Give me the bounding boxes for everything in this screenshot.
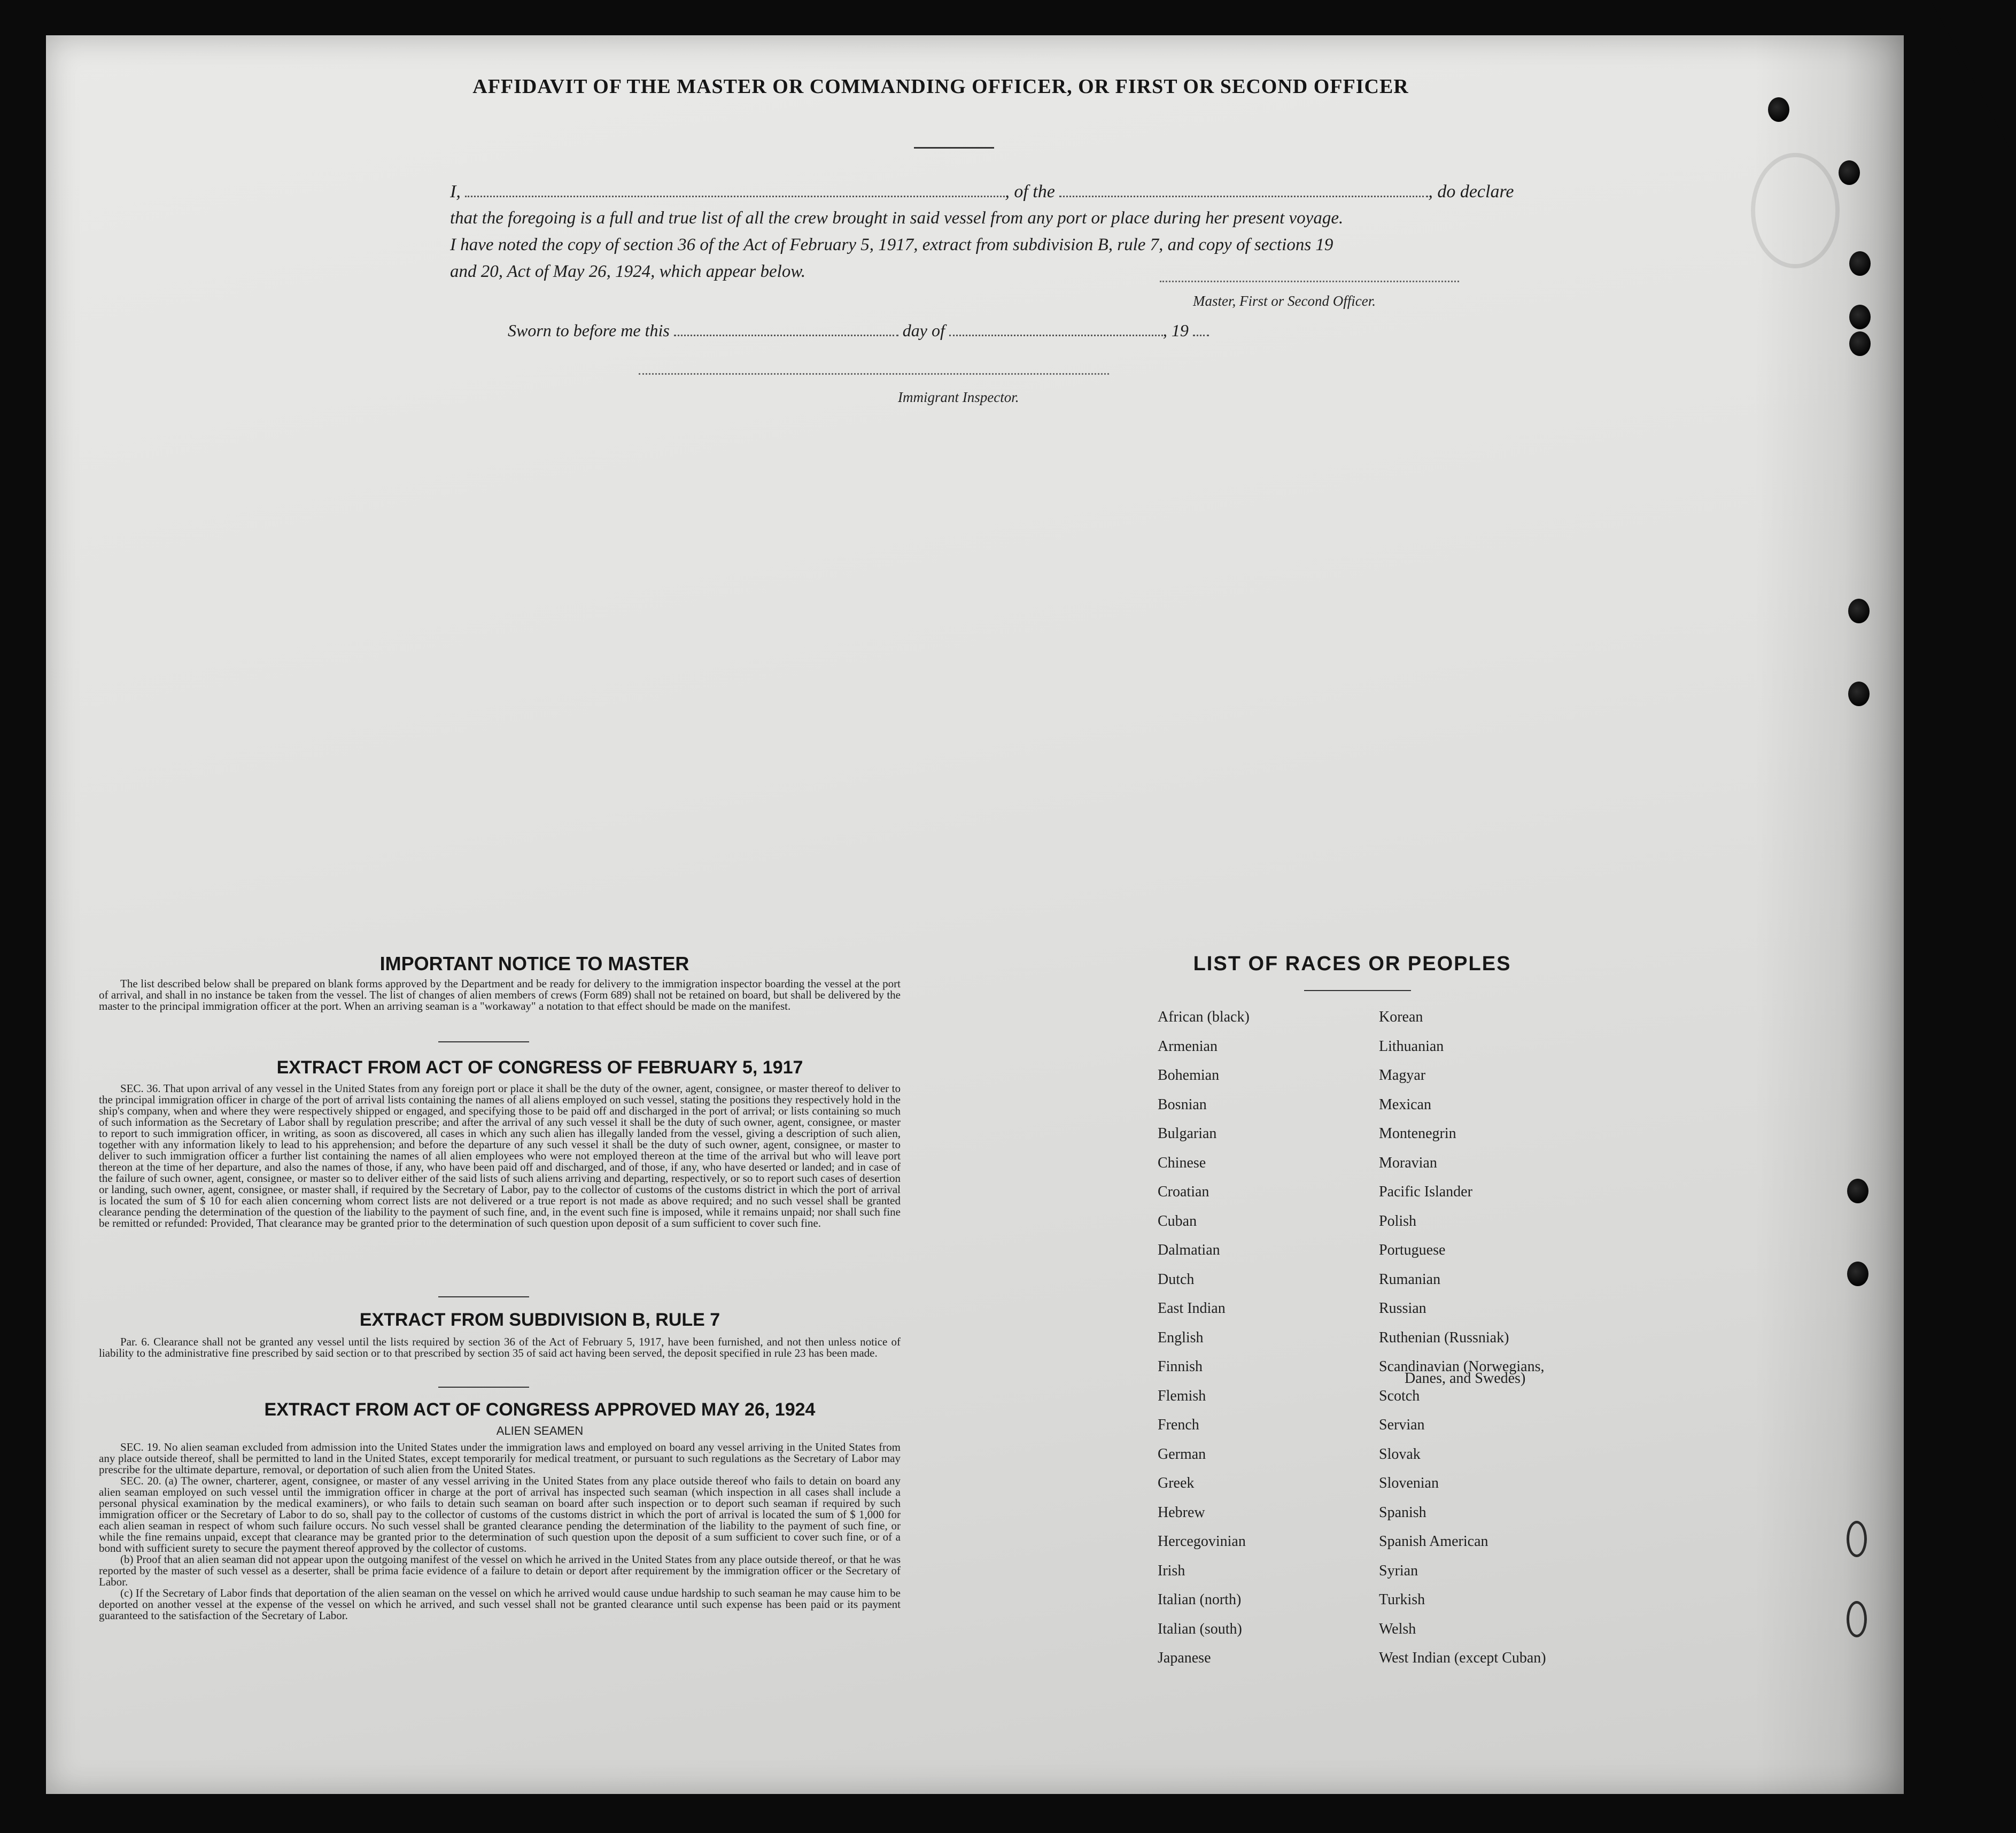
sworn-day-field[interactable] — [674, 323, 898, 336]
declaration-line-3: I have noted the copy of section 36 of the Act of February 5, 1917, extract from subdivision B, rule 7, and copy of sections 19 — [450, 235, 1333, 254]
race-item: Mexican — [1379, 1096, 1431, 1113]
races-title-rule — [1304, 990, 1411, 991]
faint-row-numbers — [1885, 474, 1901, 1382]
race-item: Rumanian — [1379, 1271, 1441, 1288]
race-item: Welsh — [1379, 1620, 1416, 1637]
year-prefix: , 19 — [1162, 321, 1189, 340]
race-item: Hercegovinian — [1158, 1533, 1246, 1550]
declaration-block — [450, 182, 1514, 281]
punch-hole — [1849, 331, 1871, 356]
declaration-line-2: that the foregoing is a full and true list of all the crew brought in said vessel from any port or place during her present voyage. — [450, 208, 1344, 228]
race-item: Servian — [1379, 1417, 1425, 1433]
punch-hole — [1849, 251, 1871, 276]
race-item: Italian (north) — [1158, 1591, 1242, 1608]
title-rule — [914, 147, 994, 149]
race-item: Greek — [1158, 1475, 1195, 1491]
punch-hole-outline — [1847, 1521, 1867, 1557]
race-item: Bohemian — [1158, 1067, 1220, 1084]
master-signature-line[interactable] — [1160, 281, 1459, 282]
race-item: Cuban — [1158, 1212, 1197, 1229]
extract-rule7-body — [99, 1336, 901, 1359]
race-item: Korean — [1379, 1009, 1423, 1025]
punch-hole-outline — [1847, 1601, 1867, 1637]
faint-stamp-seal — [1751, 153, 1840, 268]
master-caption: Master, First or Second Officer. — [1193, 293, 1376, 309]
paragraph-6: Par. 6. Clearance shall not be granted any vessel until the lists required by section 36 of the Act of February 5, 1917, have been furnished, and not then unless notice of liability to the administrative fine prescribed by said section or to that prescribed by section 35 of said act having been served, the deposit specified in rule 23 has been made. — [99, 1335, 901, 1359]
alien-seamen-subtitle: ALIEN SEAMEN — [496, 1424, 584, 1437]
declaration-line-4: and 20, Act of May 26, 1924, which appear below. — [450, 262, 806, 281]
race-item: Spanish American — [1379, 1533, 1488, 1550]
declare-suffix: , do declare — [1428, 182, 1514, 202]
declarant-prefix: I, — [450, 182, 461, 202]
inspector-caption: Immigrant Inspector. — [898, 389, 1019, 405]
race-item: English — [1158, 1329, 1204, 1346]
races-left-column — [1158, 1008, 1250, 1679]
punch-hole — [1849, 305, 1871, 329]
punch-hole — [1847, 1179, 1868, 1203]
notice-title: IMPORTANT NOTICE TO MASTER — [379, 953, 689, 974]
sworn-prefix: Sworn to before me this — [508, 321, 670, 340]
race-item: Syrian — [1379, 1562, 1418, 1579]
race-item: Dalmatian — [1158, 1242, 1220, 1258]
section-20a-paragraph: SEC. 20. (a) The owner, charterer, agent, consignee, or master of any vessel arriving in the United States from any place outside thereof who fails to detain on board any alien seaman employed on such vessel until the immigration officer in charge at the port of arrival has inspected such seaman (which inspection in all cases shall include a personal physical examination by the medical examiners), or who fails to detain such seaman on board after such inspection or to deport such seaman if required by such immigration officer or the Secretary of Labor to do so, shall pay to the collector of customs of the customs district in which the port of arrival is located the sum of $ 1,000 for each alien seaman in respect of whom such failure occurs. No such vessel shall be granted clearance pending the determination of the liability to the payment of such fine, or while the fine remains unpaid, except that clearance may be granted prior to the determination of such question upon the deposit of a sum sufficient to cover such fine, or of a bond with sufficient surety to secure the payment thereof approved by the collector of customs. — [99, 1474, 901, 1554]
race-item: French — [1158, 1417, 1199, 1433]
races-right-column — [1379, 1008, 1546, 1679]
race-item: Slovak — [1379, 1445, 1421, 1463]
race-item: Russian — [1379, 1300, 1426, 1317]
race-item: Scotch — [1379, 1387, 1420, 1404]
day-of-label: day of — [902, 321, 945, 340]
race-item: Dutch — [1158, 1271, 1195, 1288]
declarant-name-field[interactable] — [465, 184, 1005, 197]
race-item-line: Scandinavian (Norwegians, — [1379, 1358, 1545, 1375]
race-item: Spanish — [1379, 1504, 1426, 1521]
race-item: Magyar — [1379, 1067, 1426, 1084]
punch-hole — [1847, 1262, 1868, 1286]
race-item: Ruthenian (Russniak) — [1379, 1329, 1509, 1346]
race-item: Turkish — [1379, 1591, 1425, 1608]
punch-hole — [1848, 682, 1870, 706]
race-item: Finnish — [1158, 1358, 1203, 1375]
vessel-name-field[interactable] — [1059, 184, 1428, 197]
race-item: West Indian (except Cuban) — [1379, 1650, 1546, 1666]
race-item: Croatian — [1158, 1184, 1209, 1200]
section-20c-paragraph: (c) If the Secretary of Labor finds that deportation of the alien seaman on the vessel on which he arrived would cause undue hardship to such seaman he may cause him to be deported on another vessel at the expense of the vessel on which he arrived, and such vessel shall not be granted clearance until such expense has been paid or its payment guaranteed to the satisfaction of the Secretary of Labor. — [99, 1587, 901, 1622]
section-19-paragraph: SEC. 19. No alien seaman excluded from admission into the United States under the immigration laws and employed on board any vessel arriving in the United States from any place outside thereof, shall be permitted to land in the United States, except temporarily for medical treatment, or pursuant to such regulations as the Secretary of Labor may prescribe for the ultimate departure, removal, or deportation of such alien from the United States. — [99, 1441, 901, 1476]
race-item: Montenegrin — [1379, 1125, 1456, 1142]
extract-1917-title: EXTRACT FROM ACT OF CONGRESS OF FEBRUARY 5, 1917 — [276, 1057, 803, 1078]
section-rule — [438, 1296, 529, 1297]
extract-1917-body — [99, 1083, 901, 1229]
page-shadow — [1754, 35, 1904, 1794]
race-item: Japanese — [1158, 1650, 1211, 1666]
sworn-year-field[interactable] — [1193, 323, 1209, 336]
race-item: Irish — [1158, 1562, 1185, 1579]
race-item: Bosnian — [1158, 1096, 1207, 1113]
race-item: Bulgarian — [1158, 1125, 1217, 1142]
section-36-paragraph: SEC. 36. That upon arrival of any vessel in the United States from any foreign port or place it shall be the duty of the owner, agent, consignee, or master thereof to deliver to the principal immigration officer in charge of the port of arrival lists containing the names of all aliens employed on such vessel, stating the positions they respectively hold in the ship's company, when and where they were respectively shipped or engaged, and specifying those to be paid off and discharged in the port of arrival; or lists containing so much of such information as the Secretary of Labor shall by regulation prescribe; and after the arrival of any such vessel it shall be the duty of such owner, agent, consignee, or master to report to such immigration officer, in writing, as soon as discovered, all cases in which any such alien has illegally landed from the vessel, giving a description of such alien, together with any information likely to lead to his apprehension; and before the departure of any such vessel it shall be the duty of such owner, agent, consignee, or master to deliver to such immigration officer a further list containing the names of all alien employees who were not employed thereon at the time of the arrival but who will leave port thereon at the time of her departure, and also the names of those, if any, who have been paid off and discharged, and of those, if any, who have deserted or landed; and in case of the failure of such owner, agent, consignee, or master so to deliver either of the said lists of such aliens arriving and departing, respectively, or so to report such cases of desertion or landing, such owner, agent, consignee, or master shall, if required by the Secretary of Labor, pay to the collector of customs of the customs district in which the port of arrival is located the sum of $ 10 for each alien concerning whom correct lists are not delivered or a true report is not made as above required; and no such vessel shall be granted clearance pending the determination of the question of the liability to the payment of such fine, and, in the event such fine is imposed, while it remains unpaid; nor shall such fine be remitted or refunded: Provided, That clearance may be granted prior to the determination of such question upon deposit of a sum sufficient to cover such fine. — [99, 1082, 901, 1229]
sworn-line — [508, 321, 1309, 341]
section-rule — [438, 1041, 529, 1042]
race-item: Lithuanian — [1379, 1038, 1444, 1055]
race-item: Flemish — [1158, 1387, 1206, 1404]
sworn-month-field[interactable] — [949, 323, 1163, 336]
race-item: German — [1158, 1445, 1206, 1463]
race-item: African (black) — [1158, 1009, 1250, 1025]
race-item — [1379, 1358, 1546, 1387]
notice-paragraph: The list described below shall be prepared on blank forms approved by the Department and be ready for delivery to the immigration inspector boarding the vessel at the port of arrival, and shall in no instance be taken from the vessel. The list of changes of alien members of crews (Form 689) shall not be retained on board, but shall be delivered by the master to the principal immigration officer at the port. When an arriving seaman is a "workaway" a notation to that effect should be made on the manifest. — [99, 977, 901, 1012]
race-item-continuation: Danes, and Swedes) — [1405, 1370, 1526, 1387]
extract-rule7-title: EXTRACT FROM SUBDIVISION B, RULE 7 — [359, 1310, 720, 1330]
punch-hole — [1839, 160, 1860, 185]
torn-corner — [1930, 0, 2016, 160]
race-item: Moravian — [1379, 1154, 1437, 1171]
race-item: Polish — [1379, 1212, 1417, 1229]
extract-1924-body — [99, 1442, 901, 1621]
races-title: LIST OF RACES OR PEOPLES — [1193, 953, 1511, 975]
declaration-line-1 — [450, 182, 1514, 202]
race-item: Hebrew — [1158, 1504, 1205, 1521]
vessel-prefix: , of the — [1005, 182, 1055, 202]
inspector-signature-line[interactable] — [639, 373, 1109, 375]
race-item: Slovenian — [1379, 1475, 1439, 1491]
affidavit-title: AFFIDAVIT OF THE MASTER OR COMMANDING OFFICER, OR FIRST OR SECOND OFFICER — [472, 75, 1409, 98]
race-item: Armenian — [1158, 1038, 1218, 1055]
race-item: Italian (south) — [1158, 1620, 1242, 1637]
section-20b-paragraph: (b) Proof that an alien seaman did not appear upon the outgoing manifest of the vessel on which he arrived in the United States from any place outside thereof, or that he was reported by the master of such vessel as a deserter, shall be prima facie evidence of a failure to detain or deport after requirement by the immigration officer or the Secretary of Labor. — [99, 1553, 901, 1588]
race-item: Portuguese — [1379, 1242, 1446, 1258]
punch-hole — [1848, 599, 1870, 623]
notice-body — [99, 978, 901, 1012]
race-item: Pacific Islander — [1379, 1184, 1472, 1200]
race-item: Chinese — [1158, 1154, 1206, 1171]
punch-hole — [1768, 97, 1789, 122]
extract-1924-title: EXTRACT FROM ACT OF CONGRESS APPROVED MAY 26, 1924 — [264, 1399, 816, 1420]
section-rule — [438, 1387, 529, 1388]
race-item: East Indian — [1158, 1300, 1226, 1317]
